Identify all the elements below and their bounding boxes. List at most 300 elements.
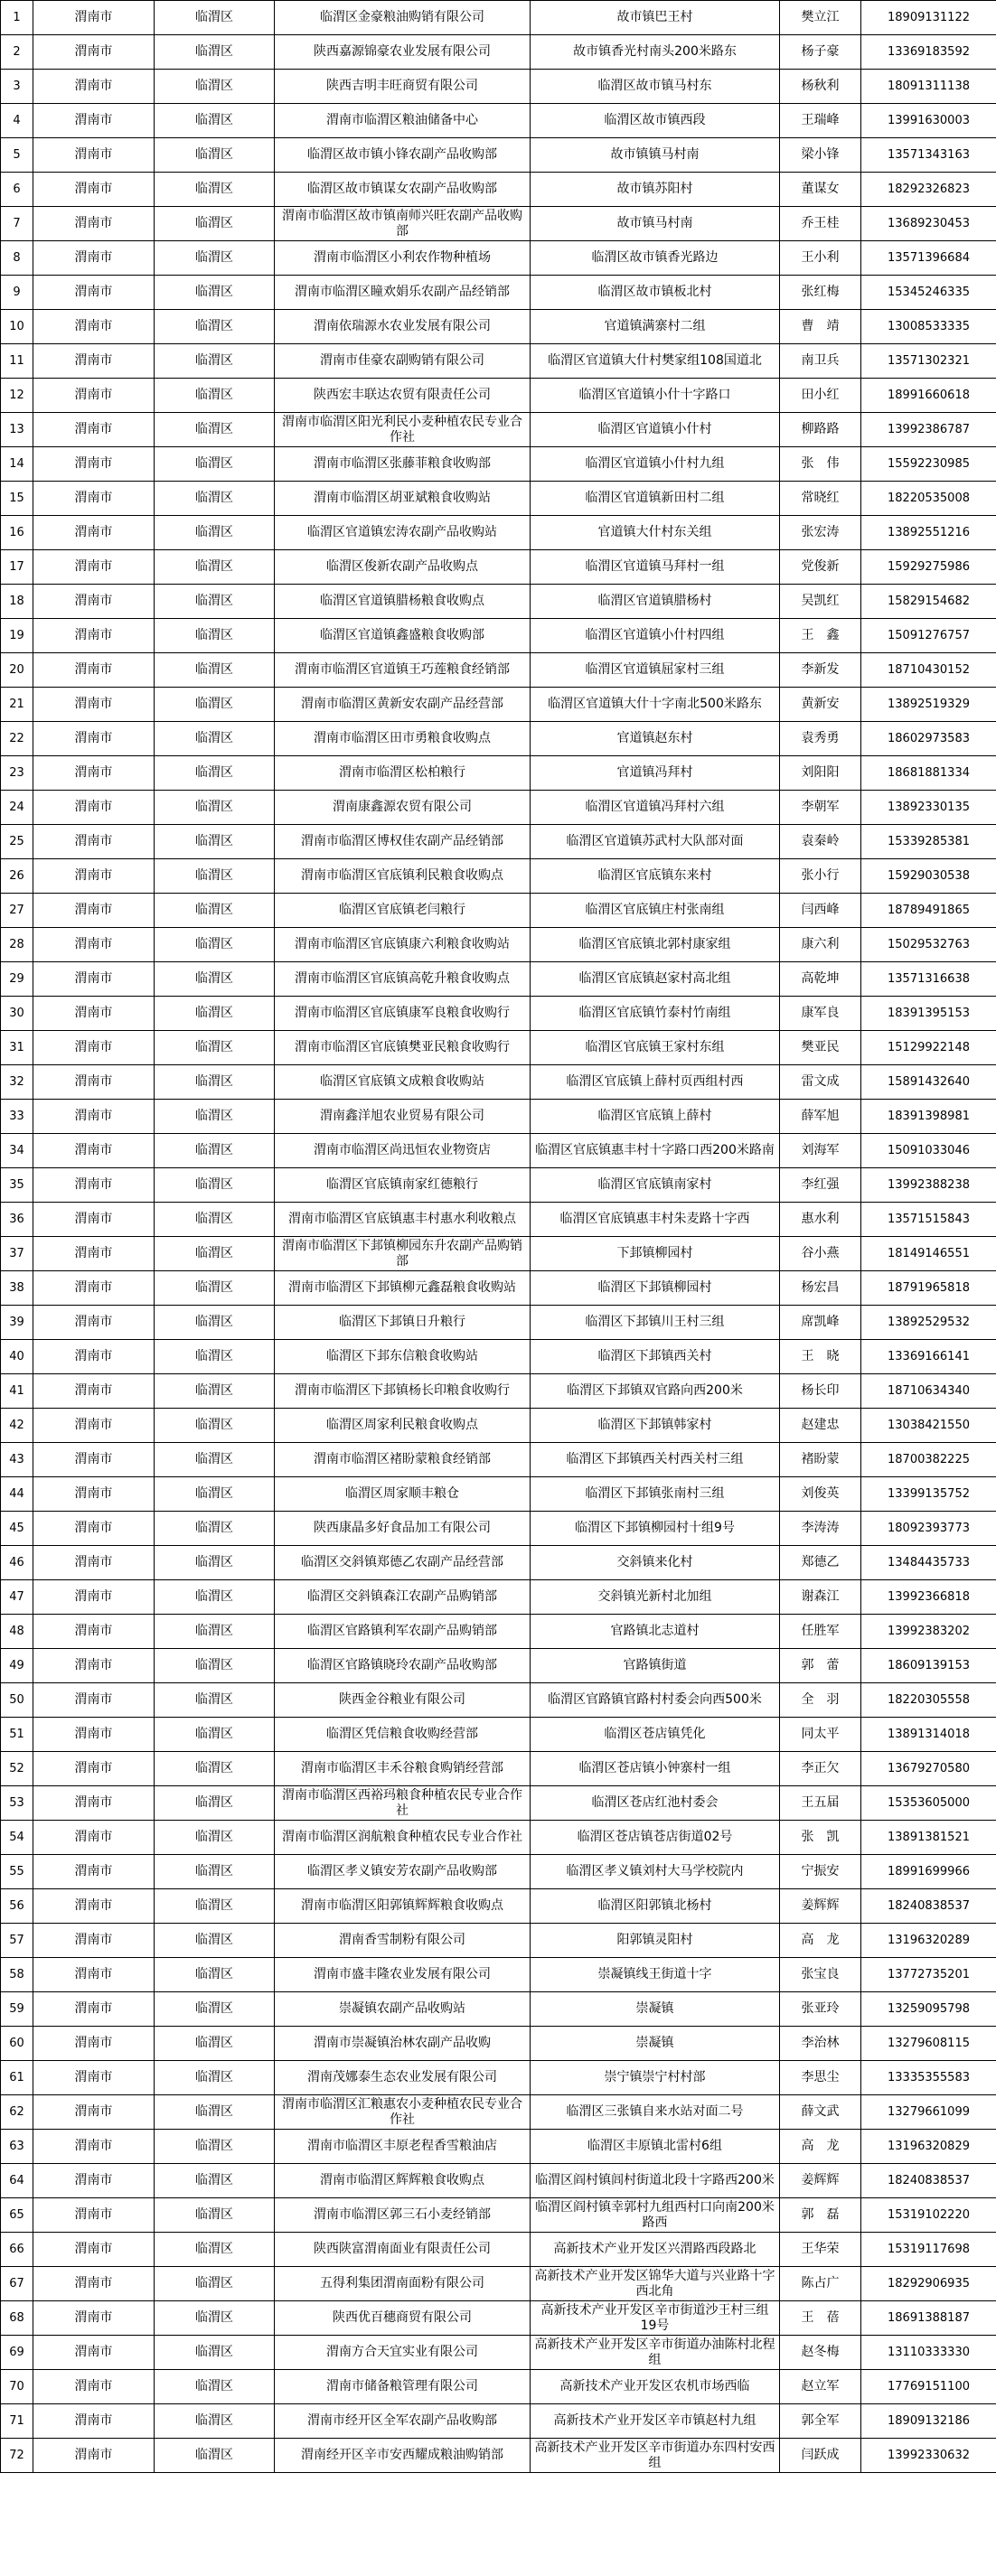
row-number: 5 — [1, 138, 33, 173]
table-row — [1, 379, 996, 413]
table-row — [1, 1306, 996, 1340]
phone-cell: 18602973583 — [861, 722, 996, 756]
row-number: 51 — [1, 1718, 33, 1752]
district-cell: 临渭区 — [155, 756, 275, 791]
table-row — [1, 756, 996, 791]
table-row — [1, 1, 996, 35]
contact-person-cell: 党俊新 — [780, 550, 861, 585]
address-cell: 临渭区阳郭镇北杨村 — [531, 1889, 780, 1924]
district-cell: 临渭区 — [155, 1306, 275, 1340]
phone-cell: 15319117698 — [861, 2233, 996, 2267]
company-name-cell: 陕西康晶多好食品加工有限公司 — [275, 1512, 531, 1546]
contact-person-cell: 杨长印 — [780, 1374, 861, 1409]
district-cell: 临渭区 — [155, 1821, 275, 1855]
district-cell: 临渭区 — [155, 859, 275, 894]
contact-person-cell: 刘俊英 — [780, 1477, 861, 1512]
city-cell: 渭南市 — [33, 1924, 155, 1958]
table-row — [1, 1889, 996, 1924]
contact-person-cell: 杨秋利 — [780, 70, 861, 104]
table-row — [1, 722, 996, 756]
address-cell: 临渭区故市镇香光路边 — [531, 241, 780, 276]
address-cell: 临渭区官底镇竹泰村竹南组 — [531, 997, 780, 1031]
table-row — [1, 104, 996, 138]
table-row — [1, 1443, 996, 1477]
city-cell: 渭南市 — [33, 1786, 155, 1821]
district-cell: 临渭区 — [155, 2336, 275, 2370]
table-row — [1, 962, 996, 997]
district-cell: 临渭区 — [155, 379, 275, 413]
row-number: 3 — [1, 70, 33, 104]
city-cell: 渭南市 — [33, 1821, 155, 1855]
city-cell: 渭南市 — [33, 756, 155, 791]
table-row — [1, 2267, 996, 2301]
row-number: 13 — [1, 413, 33, 447]
phone-cell: 15592230985 — [861, 447, 996, 482]
table-row — [1, 516, 996, 550]
address-cell: 临渭区三张镇自来水站对面二号 — [531, 2095, 780, 2130]
row-number: 11 — [1, 344, 33, 379]
contact-person-cell: 郭全军 — [780, 2404, 861, 2439]
row-number: 37 — [1, 1237, 33, 1271]
address-cell: 高新技术产业开发区辛市街道沙王村三组19号 — [531, 2301, 780, 2336]
phone-cell: 15129922148 — [861, 1031, 996, 1065]
address-cell: 临渭区官底镇庄村张南组 — [531, 894, 780, 928]
contact-person-cell: 吴凯红 — [780, 585, 861, 619]
row-number: 7 — [1, 207, 33, 241]
district-cell: 临渭区 — [155, 2370, 275, 2404]
row-number: 58 — [1, 1958, 33, 1992]
table-row — [1, 2370, 996, 2404]
district-cell: 临渭区 — [155, 276, 275, 310]
address-cell: 崇凝镇 — [531, 1992, 780, 2027]
city-cell: 渭南市 — [33, 1168, 155, 1203]
company-name-cell: 渭南市临渭区阳光利民小麦种植农民专业合作社 — [275, 413, 531, 447]
city-cell: 渭南市 — [33, 1237, 155, 1271]
contact-person-cell: 郑德乙 — [780, 1546, 861, 1580]
city-cell: 渭南市 — [33, 688, 155, 722]
address-cell: 官道镇大什村东关组 — [531, 516, 780, 550]
phone-cell: 13008533335 — [861, 310, 996, 344]
phone-cell: 13772735201 — [861, 1958, 996, 1992]
contact-person-cell: 薛文武 — [780, 2095, 861, 2130]
city-cell: 渭南市 — [33, 791, 155, 825]
city-cell: 渭南市 — [33, 104, 155, 138]
table-row — [1, 1821, 996, 1855]
phone-cell: 13369183592 — [861, 35, 996, 70]
table-row — [1, 1340, 996, 1374]
phone-cell: 18710430152 — [861, 653, 996, 688]
table-row — [1, 1718, 996, 1752]
row-number: 4 — [1, 104, 33, 138]
contact-person-cell: 王瑞峰 — [780, 104, 861, 138]
phone-cell: 18700382225 — [861, 1443, 996, 1477]
phone-cell: 13891381521 — [861, 1821, 996, 1855]
company-name-cell: 临渭区俊新农副产品收购点 — [275, 550, 531, 585]
address-cell: 临渭区官底镇南家村 — [531, 1168, 780, 1203]
company-name-cell: 渭南鑫洋旭农业贸易有限公司 — [275, 1100, 531, 1134]
phone-cell: 15091276757 — [861, 619, 996, 653]
address-cell: 临渭区下邽镇韩家村 — [531, 1409, 780, 1443]
company-name-cell: 渭南市临渭区黄新安农副产品经营部 — [275, 688, 531, 722]
district-cell: 临渭区 — [155, 207, 275, 241]
city-cell: 渭南市 — [33, 1134, 155, 1168]
company-name-cell: 临渭区下邽东信粮食收购站 — [275, 1340, 531, 1374]
phone-cell: 13279608115 — [861, 2027, 996, 2061]
city-cell: 渭南市 — [33, 2404, 155, 2439]
city-cell: 渭南市 — [33, 310, 155, 344]
table-row — [1, 1409, 996, 1443]
contact-person-cell: 姜辉辉 — [780, 2164, 861, 2198]
address-cell: 临渭区苍店镇苍店街道02号 — [531, 1821, 780, 1855]
phone-cell: 13196320289 — [861, 1924, 996, 1958]
phone-cell: 18292906935 — [861, 2267, 996, 2301]
district-cell: 临渭区 — [155, 2439, 275, 2473]
row-number: 34 — [1, 1134, 33, 1168]
address-cell: 临渭区官底镇上薛村页西组村西 — [531, 1065, 780, 1100]
contact-person-cell: 郭 磊 — [780, 2198, 861, 2233]
city-cell: 渭南市 — [33, 653, 155, 688]
phone-cell: 13892519329 — [861, 688, 996, 722]
phone-cell: 13335355583 — [861, 2061, 996, 2095]
table-row — [1, 1924, 996, 1958]
row-number: 72 — [1, 2439, 33, 2473]
table-row — [1, 1134, 996, 1168]
city-cell: 渭南市 — [33, 276, 155, 310]
contact-person-cell: 张红梅 — [780, 276, 861, 310]
city-cell: 渭南市 — [33, 722, 155, 756]
table-row — [1, 1203, 996, 1237]
city-cell: 渭南市 — [33, 1065, 155, 1100]
company-name-cell: 临渭区故市镇小锋农副产品收购部 — [275, 138, 531, 173]
contact-person-cell: 张亚玲 — [780, 1992, 861, 2027]
company-name-cell: 渭南市临渭区下邽镇杨长印粮食收购行 — [275, 1374, 531, 1409]
address-cell: 临渭区官道镇马拜村一组 — [531, 550, 780, 585]
company-name-cell: 渭南市临渭区胡亚斌粮食收购站 — [275, 482, 531, 516]
district-cell: 临渭区 — [155, 1237, 275, 1271]
city-cell: 渭南市 — [33, 1512, 155, 1546]
district-cell: 临渭区 — [155, 1340, 275, 1374]
district-cell: 临渭区 — [155, 1752, 275, 1786]
company-name-cell: 陕西宏丰联达农贸有限责任公司 — [275, 379, 531, 413]
row-number: 53 — [1, 1786, 33, 1821]
table-row — [1, 2439, 996, 2473]
city-cell: 渭南市 — [33, 35, 155, 70]
phone-cell: 13571316638 — [861, 962, 996, 997]
table-row — [1, 413, 996, 447]
address-cell: 临渭区官底镇赵家村高北组 — [531, 962, 780, 997]
company-name-cell: 渭南市储备粮管理有限公司 — [275, 2370, 531, 2404]
address-cell: 高新技术产业开发区锦华大道与兴业路十字西北角 — [531, 2267, 780, 2301]
phone-cell: 13279661099 — [861, 2095, 996, 2130]
city-cell: 渭南市 — [33, 1718, 155, 1752]
company-name-cell: 渭南市临渭区故市镇南师兴旺农副产品收购部 — [275, 207, 531, 241]
company-name-cell: 渭南市临渭区官底镇利民粮食收购点 — [275, 859, 531, 894]
city-cell: 渭南市 — [33, 1, 155, 35]
table-row — [1, 276, 996, 310]
phone-cell: 15929030538 — [861, 859, 996, 894]
company-name-cell: 渭南市临渭区下邽镇柳园东升农副产品购销部 — [275, 1237, 531, 1271]
district-cell: 临渭区 — [155, 2267, 275, 2301]
phone-cell: 18092393773 — [861, 1512, 996, 1546]
city-cell: 渭南市 — [33, 1100, 155, 1134]
address-cell: 阳郭镇灵阳村 — [531, 1924, 780, 1958]
table-row — [1, 138, 996, 173]
contact-person-cell: 南卫兵 — [780, 344, 861, 379]
district-cell: 临渭区 — [155, 482, 275, 516]
company-name-cell: 渭南市临渭区小利农作物种植场 — [275, 241, 531, 276]
row-number: 31 — [1, 1031, 33, 1065]
contact-person-cell: 同太平 — [780, 1718, 861, 1752]
phone-cell: 18609139153 — [861, 1649, 996, 1683]
table-row — [1, 585, 996, 619]
row-number: 62 — [1, 2095, 33, 2130]
company-name-cell: 渭南市临渭区官道镇王巧莲粮食经销部 — [275, 653, 531, 688]
address-cell: 官路镇北志道村 — [531, 1615, 780, 1649]
company-name-cell: 临渭区故市镇谋女农副产品收购部 — [275, 173, 531, 207]
phone-cell: 18220535008 — [861, 482, 996, 516]
address-cell: 临渭区官路镇官路村村委会向西500米 — [531, 1683, 780, 1718]
contact-person-cell: 康六利 — [780, 928, 861, 962]
table-row — [1, 1615, 996, 1649]
contact-person-cell: 惠水利 — [780, 1203, 861, 1237]
row-number: 20 — [1, 653, 33, 688]
table-row — [1, 241, 996, 276]
contact-person-cell: 王 蓓 — [780, 2301, 861, 2336]
district-cell: 临渭区 — [155, 2404, 275, 2439]
contact-person-cell: 樊亚民 — [780, 1031, 861, 1065]
contact-person-cell: 袁秦岭 — [780, 825, 861, 859]
address-cell: 临渭区官底镇惠丰村十字路口西200米路南 — [531, 1134, 780, 1168]
row-number: 1 — [1, 1, 33, 35]
district-cell: 临渭区 — [155, 722, 275, 756]
contact-person-cell: 闫跃成 — [780, 2439, 861, 2473]
table-row — [1, 70, 996, 104]
row-number: 50 — [1, 1683, 33, 1718]
table-row — [1, 1065, 996, 1100]
address-cell: 交斜镇来化村 — [531, 1546, 780, 1580]
row-number: 2 — [1, 35, 33, 70]
row-number: 49 — [1, 1649, 33, 1683]
company-name-cell: 渭南经开区辛市安西耀成粮油购销部 — [275, 2439, 531, 2473]
company-name-cell: 渭南市临渭区润航粮食种植农民专业合作社 — [275, 1821, 531, 1855]
company-name-cell: 临渭区官底镇南家红德粮行 — [275, 1168, 531, 1203]
row-number: 46 — [1, 1546, 33, 1580]
address-cell: 临渭区官底镇惠丰村朱麦路十字西 — [531, 1203, 780, 1237]
company-name-cell: 渭南市临渭区瞳欢娟乐农副产品经销部 — [275, 276, 531, 310]
address-cell: 官道镇赵东村 — [531, 722, 780, 756]
address-cell: 崇凝镇线王街道十字 — [531, 1958, 780, 1992]
phone-cell: 13110333330 — [861, 2336, 996, 2370]
city-cell: 渭南市 — [33, 1615, 155, 1649]
phone-cell: 13991630003 — [861, 104, 996, 138]
row-number: 28 — [1, 928, 33, 962]
address-cell: 临渭区下邽镇川王村三组 — [531, 1306, 780, 1340]
contact-person-cell: 袁秀勇 — [780, 722, 861, 756]
city-cell: 渭南市 — [33, 482, 155, 516]
district-cell: 临渭区 — [155, 241, 275, 276]
table-row — [1, 619, 996, 653]
row-number: 55 — [1, 1855, 33, 1889]
company-name-cell: 渭南市临渭区官底镇康六利粮食收购站 — [275, 928, 531, 962]
phone-cell: 13992386787 — [861, 413, 996, 447]
city-cell: 渭南市 — [33, 997, 155, 1031]
row-number: 36 — [1, 1203, 33, 1237]
address-cell: 临渭区官底镇北郭村康家组 — [531, 928, 780, 962]
company-name-cell: 渭南市临渭区郭三石小麦经销部 — [275, 2198, 531, 2233]
company-name-cell: 渭南茂娜泰生态农业发展有限公司 — [275, 2061, 531, 2095]
row-number: 57 — [1, 1924, 33, 1958]
city-cell: 渭南市 — [33, 1306, 155, 1340]
company-name-cell: 渭南市经开区全军农副产品收购部 — [275, 2404, 531, 2439]
table-row — [1, 1031, 996, 1065]
company-name-cell: 渭南市临渭区松柏粮行 — [275, 756, 531, 791]
contact-person-cell: 李思尘 — [780, 2061, 861, 2095]
phone-cell: 18149146551 — [861, 1237, 996, 1271]
table-row — [1, 653, 996, 688]
contact-person-cell: 董谋女 — [780, 173, 861, 207]
contact-person-cell: 王 鑫 — [780, 619, 861, 653]
company-name-cell: 陕西吉明丰旺商贸有限公司 — [275, 70, 531, 104]
address-cell: 临渭区下邽镇柳园村十组9号 — [531, 1512, 780, 1546]
phone-cell: 15339285381 — [861, 825, 996, 859]
district-cell: 临渭区 — [155, 1031, 275, 1065]
contact-person-cell: 张 伟 — [780, 447, 861, 482]
row-number: 16 — [1, 516, 33, 550]
city-cell: 渭南市 — [33, 1443, 155, 1477]
row-number: 25 — [1, 825, 33, 859]
address-cell: 临渭区官道镇苏武村大队部对面 — [531, 825, 780, 859]
district-cell: 临渭区 — [155, 1443, 275, 1477]
address-cell: 临渭区下邽镇西关村西关村三组 — [531, 1443, 780, 1477]
address-cell: 高新技术产业开发区兴渭路西段路北 — [531, 2233, 780, 2267]
contact-person-cell: 田小红 — [780, 379, 861, 413]
address-cell: 临渭区官道镇腊杨村 — [531, 585, 780, 619]
table-row — [1, 2404, 996, 2439]
row-number: 14 — [1, 447, 33, 482]
phone-cell: 13892529532 — [861, 1306, 996, 1340]
phone-cell: 18789491865 — [861, 894, 996, 928]
city-cell: 渭南市 — [33, 1855, 155, 1889]
table-row — [1, 2233, 996, 2267]
company-name-cell: 渭南依瑞源水农业发展有限公司 — [275, 310, 531, 344]
table-row — [1, 1512, 996, 1546]
phone-cell: 13992366818 — [861, 1580, 996, 1615]
contact-person-cell: 任胜军 — [780, 1615, 861, 1649]
row-number: 67 — [1, 2267, 33, 2301]
district-cell: 临渭区 — [155, 653, 275, 688]
district-cell: 临渭区 — [155, 516, 275, 550]
table-row — [1, 2301, 996, 2336]
contact-person-cell: 梁小锋 — [780, 138, 861, 173]
row-number: 29 — [1, 962, 33, 997]
district-cell: 临渭区 — [155, 1168, 275, 1203]
table-row — [1, 791, 996, 825]
table-row — [1, 344, 996, 379]
company-name-cell: 崇凝镇农副产品收购站 — [275, 1992, 531, 2027]
district-cell: 临渭区 — [155, 1580, 275, 1615]
table-row — [1, 1992, 996, 2027]
company-name-cell: 陕西陕富渭南面业有限责任公司 — [275, 2233, 531, 2267]
address-cell: 临渭区阎村镇闾村街道北段十字路西200米 — [531, 2164, 780, 2198]
district-cell: 临渭区 — [155, 550, 275, 585]
row-number: 70 — [1, 2370, 33, 2404]
address-cell: 高新技术产业开发区辛市街道办油陈村北程组 — [531, 2336, 780, 2370]
district-cell: 临渭区 — [155, 1649, 275, 1683]
contact-person-cell: 王小利 — [780, 241, 861, 276]
address-cell: 临渭区故市镇西段 — [531, 104, 780, 138]
contact-person-cell: 雷文成 — [780, 1065, 861, 1100]
address-cell: 高新技术产业开发区辛市镇赵村九组 — [531, 2404, 780, 2439]
district-cell: 临渭区 — [155, 1065, 275, 1100]
company-name-cell: 渭南市临渭区褚盼蒙粮食经销部 — [275, 1443, 531, 1477]
table-row — [1, 2027, 996, 2061]
address-cell: 临渭区官道镇小什十字路口 — [531, 379, 780, 413]
table-row — [1, 173, 996, 207]
row-number: 61 — [1, 2061, 33, 2095]
district-cell: 临渭区 — [155, 2095, 275, 2130]
company-name-cell: 陕西金谷粮业有限公司 — [275, 1683, 531, 1718]
city-cell: 渭南市 — [33, 2198, 155, 2233]
city-cell: 渭南市 — [33, 550, 155, 585]
city-cell: 渭南市 — [33, 859, 155, 894]
phone-cell: 18909131122 — [861, 1, 996, 35]
city-cell: 渭南市 — [33, 1683, 155, 1718]
city-cell: 渭南市 — [33, 413, 155, 447]
city-cell: 渭南市 — [33, 1374, 155, 1409]
city-cell: 渭南市 — [33, 894, 155, 928]
district-cell: 临渭区 — [155, 962, 275, 997]
row-number: 52 — [1, 1752, 33, 1786]
row-number: 12 — [1, 379, 33, 413]
contact-person-cell: 杨宏昌 — [780, 1271, 861, 1306]
contact-person-cell: 赵立军 — [780, 2370, 861, 2404]
address-cell: 临渭区官道镇新田村二组 — [531, 482, 780, 516]
phone-cell: 13992330632 — [861, 2439, 996, 2473]
city-cell: 渭南市 — [33, 1889, 155, 1924]
contact-person-cell: 张宏涛 — [780, 516, 861, 550]
row-number: 24 — [1, 791, 33, 825]
row-number: 60 — [1, 2027, 33, 2061]
contact-person-cell: 姜辉辉 — [780, 1889, 861, 1924]
city-cell: 渭南市 — [33, 1958, 155, 1992]
phone-cell: 18292326823 — [861, 173, 996, 207]
address-cell: 官路镇街道 — [531, 1649, 780, 1683]
row-number: 23 — [1, 756, 33, 791]
company-name-cell: 临渭区官道镇腊杨粮食收购点 — [275, 585, 531, 619]
contact-person-cell: 高乾坤 — [780, 962, 861, 997]
city-cell: 渭南市 — [33, 1031, 155, 1065]
company-name-cell: 临渭区交斜镇郑德乙农副产品经营部 — [275, 1546, 531, 1580]
contact-person-cell: 宁振安 — [780, 1855, 861, 1889]
table-row — [1, 825, 996, 859]
city-cell: 渭南市 — [33, 138, 155, 173]
row-number: 9 — [1, 276, 33, 310]
row-number: 10 — [1, 310, 33, 344]
company-name-cell: 临渭区官道镇宏涛农副产品收购站 — [275, 516, 531, 550]
company-name-cell: 临渭区官道镇鑫盛粮食收购部 — [275, 619, 531, 653]
row-number: 45 — [1, 1512, 33, 1546]
row-number: 38 — [1, 1271, 33, 1306]
address-cell: 临渭区下邽镇张南村三组 — [531, 1477, 780, 1512]
row-number: 59 — [1, 1992, 33, 2027]
district-cell: 临渭区 — [155, 310, 275, 344]
row-number: 27 — [1, 894, 33, 928]
table-row — [1, 688, 996, 722]
city-cell: 渭南市 — [33, 2370, 155, 2404]
district-cell: 临渭区 — [155, 1271, 275, 1306]
row-number: 8 — [1, 241, 33, 276]
phone-cell: 15091033046 — [861, 1134, 996, 1168]
